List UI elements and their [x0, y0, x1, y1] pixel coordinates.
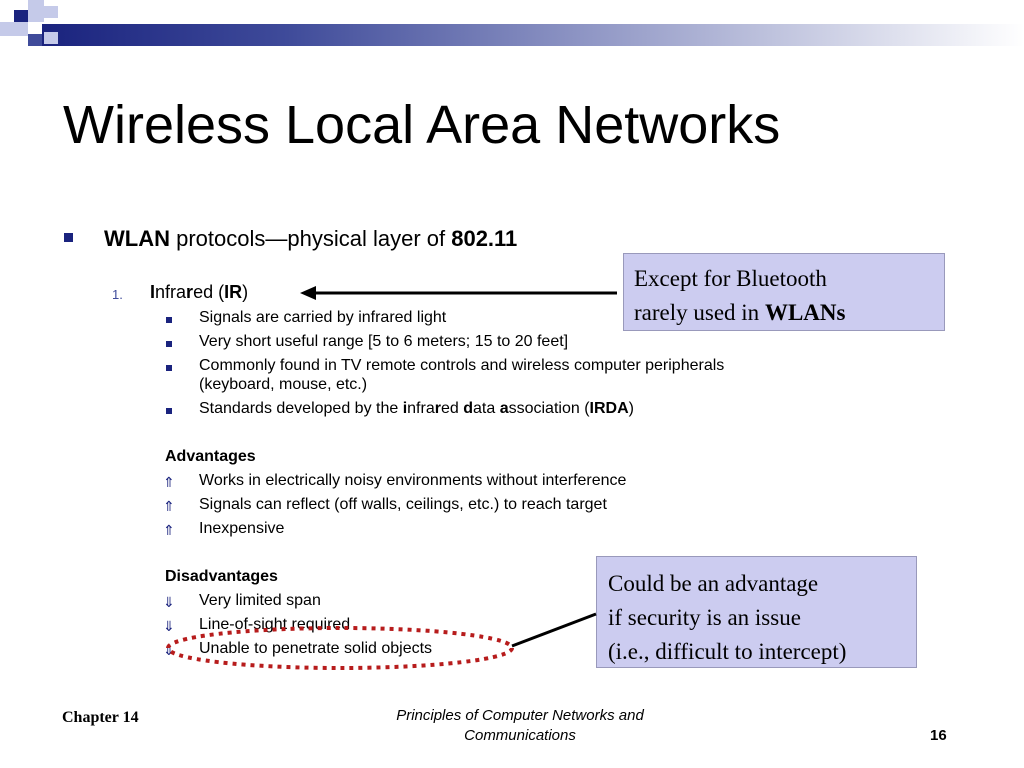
list-item: Line-of-sight required [199, 616, 351, 633]
advantages-heading: Advantages [165, 448, 256, 465]
footer-chapter: Chapter 14 [62, 709, 139, 726]
footer-course-title [330, 706, 710, 746]
callout-line: (i.e., difficult to intercept) [608, 639, 847, 664]
numbered-label: 1. [112, 287, 123, 302]
standards-text: ed [440, 400, 464, 417]
arrow-head-icon [300, 286, 316, 300]
arrow-up-icon: ⇑ [163, 474, 175, 490]
list-item-continuation: (keyboard, mouse, etc.) [199, 376, 368, 393]
standards-text: Standards developed by the [199, 400, 403, 417]
infrared-part-3: ) [242, 282, 249, 302]
standards-bold: IRDA [589, 400, 629, 417]
list-item: Works in electrically noisy environments without interference [199, 472, 627, 489]
standards-text: ata [473, 400, 500, 417]
disadvantages-heading: Disadvantages [165, 568, 278, 585]
callout-bold-text: WLANs [764, 300, 846, 325]
arrow-down-icon: ⇓ [163, 594, 175, 610]
standards-text: ) [628, 400, 634, 417]
standard-term: 802.11 [451, 226, 518, 251]
callout-line: if security is an issue [608, 605, 801, 630]
arrow-down-icon: ⇓ [163, 618, 175, 634]
callout-line: Except for Bluetooth [634, 266, 827, 291]
list-item: Inexpensive [199, 520, 285, 537]
arrow-up-icon: ⇑ [163, 522, 175, 538]
infrared-acronym: IR [224, 282, 243, 302]
standards-bold: a [499, 400, 509, 417]
standards-bold: r [434, 400, 441, 417]
infrared-letter-r: r [186, 282, 194, 302]
connector-line [512, 614, 596, 646]
slide-title: Wireless Local Area Networks [63, 95, 781, 155]
footer-course-line: Principles of Computer Networks and [396, 707, 644, 724]
highlight-ellipse [168, 628, 512, 668]
standards-text: ssociation ( [508, 400, 590, 417]
arrow-down-icon: ⇓ [163, 642, 175, 658]
list-item: Unable to penetrate solid objects [199, 640, 433, 657]
arrow-up-icon: ⇑ [163, 498, 175, 514]
callout-line: Could be an advantage [608, 571, 819, 596]
infrared-part-2: ed ( [193, 282, 225, 302]
wlan-term: WLAN [104, 226, 170, 251]
list-item: Commonly found in TV remote controls and wireless computer peripherals [199, 357, 725, 374]
level1-text: protocols—physical layer of [169, 226, 452, 251]
list-item: Very limited span [199, 592, 321, 609]
callout-text: rarely used in [634, 300, 765, 325]
list-item: Signals are carried by infrared light [199, 309, 447, 326]
page-number: 16 [930, 727, 947, 744]
infrared-part-1: nfra [155, 282, 187, 302]
footer-course-line: Communications [464, 727, 576, 744]
standards-bold: i [402, 400, 408, 417]
infrared-letter-i: I [150, 282, 156, 302]
standards-text: nfra [407, 400, 435, 417]
list-item: Very short useful range [5 to 6 meters; 15 to 20 feet] [199, 333, 569, 350]
list-item: Signals can reflect (off walls, ceilings, etc.) to reach target [199, 496, 607, 513]
standards-bold: d [463, 400, 473, 417]
